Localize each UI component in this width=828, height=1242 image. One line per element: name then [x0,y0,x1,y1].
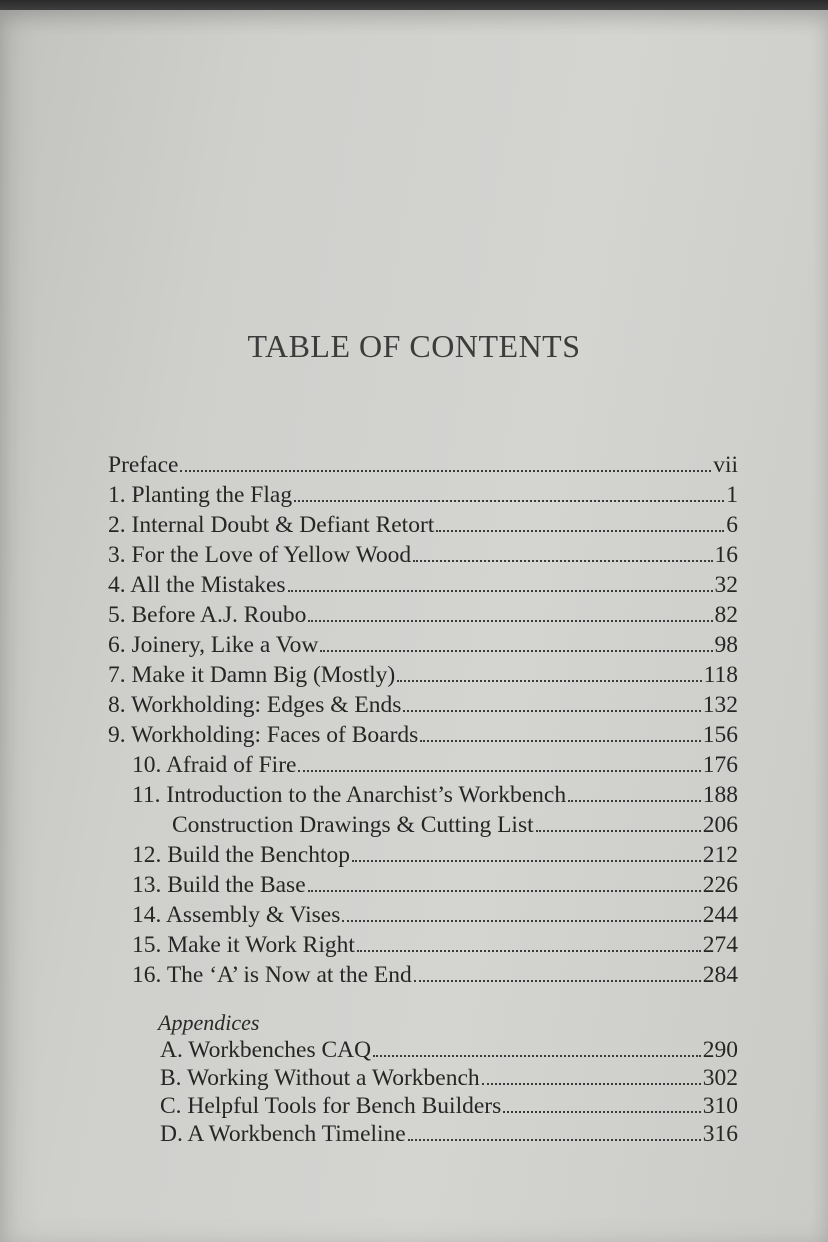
dot-leader [408,1139,701,1141]
dot-leader [503,1111,701,1113]
page-number: 82 [714,602,738,628]
toc-entry [108,570,738,600]
toc-entry [108,450,738,480]
entry-title: 1. Planting the Flag [108,482,293,508]
dot-leader [414,980,701,982]
toc-entry [108,780,738,810]
appendices-list [108,1036,738,1148]
entry-title: 4. All the Mistakes [108,572,286,598]
dot-leader [294,500,724,502]
entry-title: 6. Joinery, Like a Vow [108,632,319,658]
page-number: vii [713,452,738,478]
page-number: 156 [702,722,738,748]
toc-entry [108,1036,738,1064]
dot-leader [403,710,700,712]
toc-entry [108,840,738,870]
toc-entry [108,1064,738,1092]
toc-entry [108,600,738,630]
dot-leader [352,860,701,862]
toc-entry [108,510,738,540]
toc-entry [108,930,738,960]
toc-entry [108,720,738,750]
page-number: 206 [702,812,738,838]
toc-entry [108,810,738,840]
toc-entry [108,480,738,510]
dot-leader [373,1055,701,1057]
page-number: 118 [703,662,738,688]
page-number: 302 [702,1065,738,1091]
dot-leader [342,920,700,922]
book-page [0,10,828,1242]
dot-leader [568,800,701,802]
toc-entry [108,690,738,720]
page-number: 274 [702,932,738,958]
table-of-contents [108,450,738,1148]
page-title: TABLE OF CONTENTS [247,328,581,364]
entry-title: A. Workbenches CAQ [160,1037,372,1063]
dot-leader [298,770,700,772]
toc-entry [108,900,738,930]
entry-title: 7. Make it Damn Big (Mostly) [108,662,396,688]
dot-leader [180,470,711,472]
page-number: 1 [726,482,738,508]
dot-leader [413,560,712,562]
page-number: 212 [702,842,738,868]
entry-title: 11. Introduction to the Anarchist’s Workbench [132,782,567,808]
toc-entry [108,960,738,990]
page-number: 32 [714,572,738,598]
page-number: 226 [702,872,738,898]
dot-leader [308,890,701,892]
page-number: 98 [714,632,738,658]
dot-leader [357,950,701,952]
entry-title: 3. For the Love of Yellow Wood [108,542,412,568]
toc-entry [108,870,738,900]
toc-entry [108,540,738,570]
page-number: 6 [726,512,738,538]
appendices-heading: Appendices [158,1010,260,1035]
toc-entry [108,750,738,780]
page-number: 316 [702,1121,738,1147]
entry-title: B. Working Without a Workbench [160,1065,480,1091]
toc-entry [108,1092,738,1120]
entry-title: D. A Workbench Timeline [160,1121,406,1147]
entry-title: 2. Internal Doubt & Defiant Retort [108,512,435,538]
dot-leader [308,620,712,622]
page-number: 284 [702,962,738,988]
page-number: 188 [702,782,738,808]
dot-leader [397,680,701,682]
entry-title: 10. Afraid of Fire [132,752,297,778]
dot-leader [536,830,701,832]
page-number: 244 [702,902,738,928]
page-number: 132 [702,692,738,718]
dot-leader [320,650,712,652]
toc-entry [108,1120,738,1148]
entry-title: 16. The ‘A’ is Now at the End [132,962,412,988]
toc-entry [108,630,738,660]
entry-title: 15. Make it Work Right [132,932,355,958]
entry-title: 14. Assembly & Vises [132,902,341,928]
entry-title: 12. Build the Benchtop [132,842,351,868]
toc-entry [108,660,738,690]
entry-title: 9. Workholding: Faces of Boards [108,722,419,748]
entry-title: 5. Before A.J. Roubo [108,602,307,628]
dot-leader [436,530,724,532]
entry-title: Construction Drawings & Cutting List [172,812,534,838]
page-number: 290 [702,1037,738,1063]
entry-title: C. Helpful Tools for Bench Builders [160,1093,502,1119]
dot-leader [420,740,700,742]
dot-leader [288,590,713,592]
page-number: 310 [702,1093,738,1119]
page-number: 176 [702,752,738,778]
entry-title: Preface [108,452,179,478]
entry-title: 13. Build the Base [132,872,306,898]
dot-leader [482,1083,701,1085]
page-number: 16 [714,542,738,568]
entry-title: 8. Workholding: Edges & Ends [108,692,402,718]
